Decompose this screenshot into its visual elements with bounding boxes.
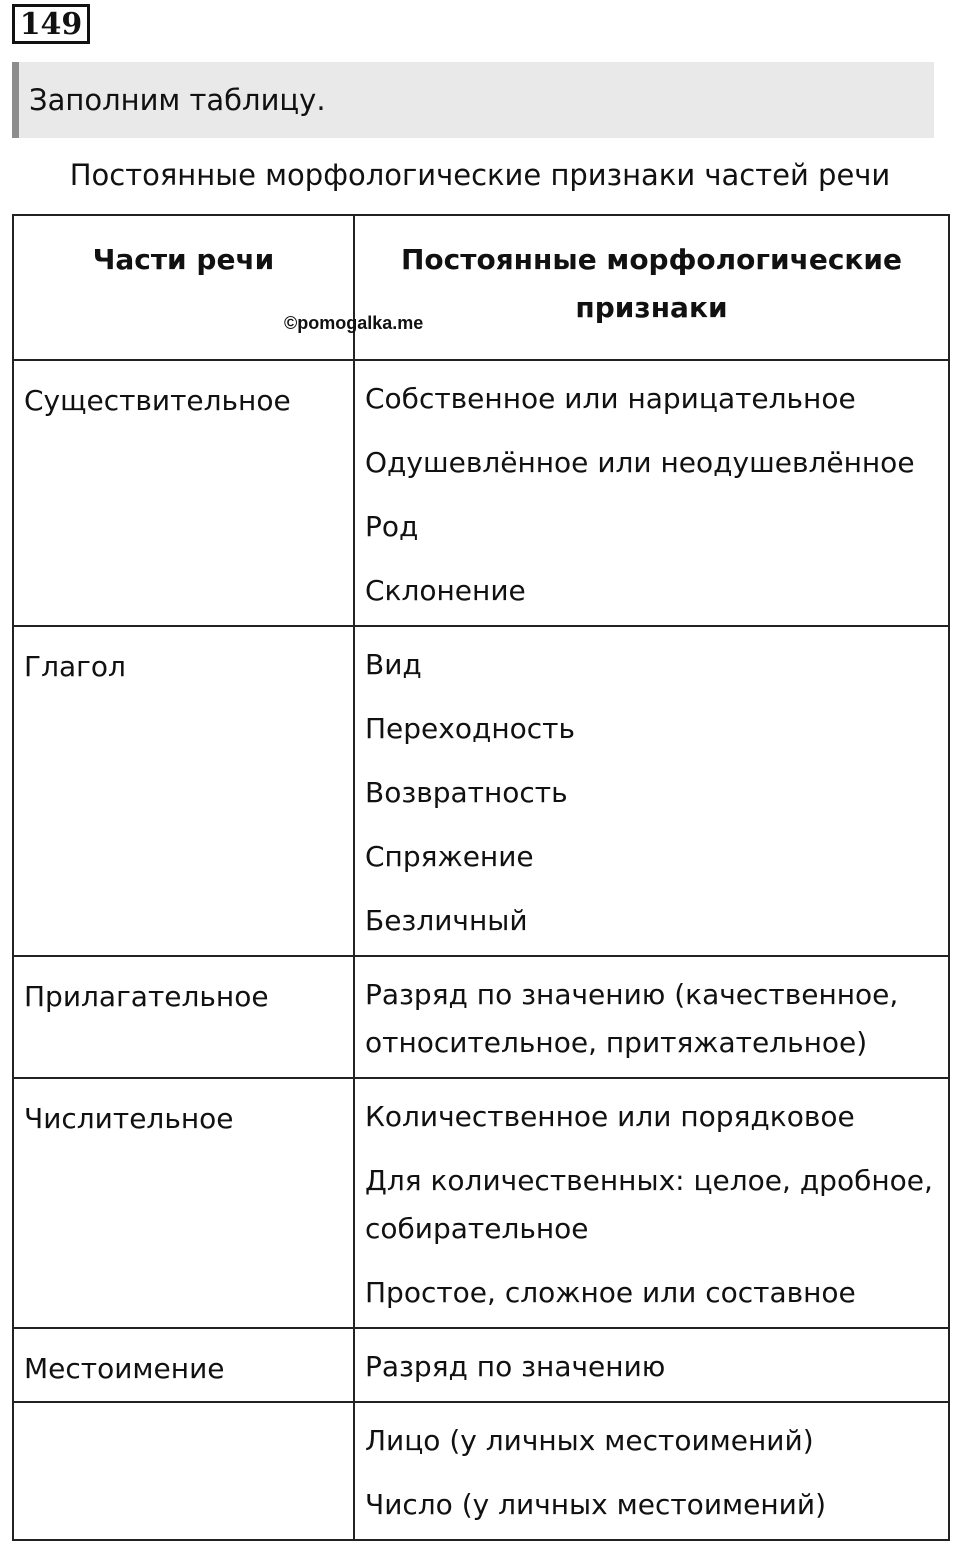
table-header-row (13, 215, 949, 360)
features-cell (354, 360, 949, 626)
feature-item: Безличный (365, 904, 528, 937)
feature-item: Лицо (у личных местоимений) (365, 1424, 814, 1457)
exercise-number: 149 (12, 4, 90, 44)
feature-item: Склонение (365, 574, 526, 607)
table-row (13, 1078, 949, 1328)
feature-item: Переходность (365, 712, 575, 745)
table-row (13, 956, 949, 1078)
part-of-speech-cell: Прилагательное (13, 956, 354, 1078)
watermark: ©pomogalka.me (284, 313, 424, 333)
part-of-speech-cell (13, 1402, 354, 1540)
feature-item: Для количественных: целое, дробное, собирательное (365, 1164, 933, 1245)
table-row (13, 1328, 949, 1402)
feature-item: Разряд по значению (365, 1350, 666, 1383)
part-of-speech-cell: Глагол (13, 626, 354, 956)
part-of-speech-cell: Местоимение (13, 1328, 354, 1402)
table-row (13, 1402, 949, 1540)
feature-item: Число (у личных местоимений) (365, 1488, 826, 1521)
header-parts-of-speech: Части речи (13, 215, 354, 360)
feature-item: Спряжение (365, 840, 534, 873)
feature-item: Возвратность (365, 776, 568, 809)
feature-item: Вид (365, 648, 422, 681)
feature-item: Количественное или порядковое (365, 1100, 855, 1133)
header-features: Постоянные морфологические признаки (354, 215, 949, 360)
feature-item: Собственное или нарицательное (365, 382, 856, 415)
features-cell (354, 1328, 949, 1402)
features-cell (354, 626, 949, 956)
part-of-speech-cell: Числительное (13, 1078, 354, 1328)
intro-text: Заполним таблицу. (29, 83, 326, 117)
feature-item: Разряд по значению (качественное, относительное, притяжательное) (365, 978, 899, 1059)
features-cell (354, 1402, 949, 1540)
table-row (13, 360, 949, 626)
features-cell (354, 956, 949, 1078)
feature-item: Одушевлённое или неодушевлённое (365, 446, 915, 479)
intro-banner (12, 62, 934, 138)
morphology-table (12, 214, 950, 1541)
part-of-speech-cell: Существительное (13, 360, 354, 626)
feature-item: Простое, сложное или составное (365, 1276, 856, 1309)
feature-item: Род (365, 510, 419, 543)
features-cell (354, 1078, 949, 1328)
table-row (13, 626, 949, 956)
table-caption: Постоянные морфологические признаки частей речи (69, 158, 891, 192)
